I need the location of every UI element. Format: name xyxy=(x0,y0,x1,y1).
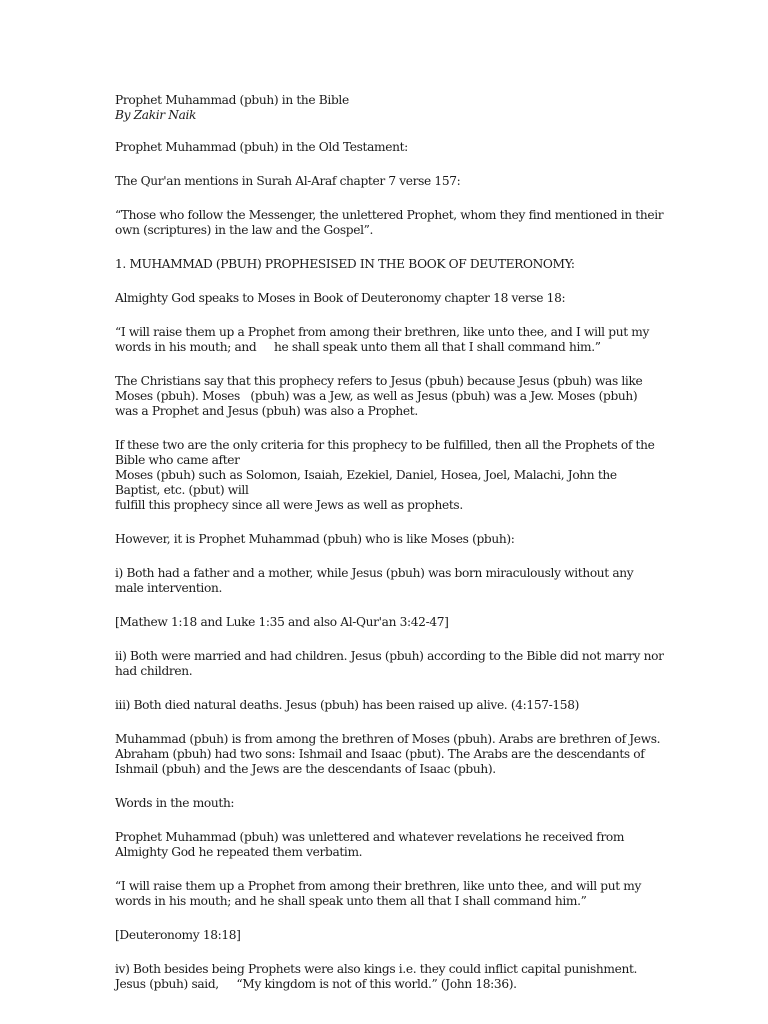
document-title: Prophet Muhammad (pbuh) in the Bible xyxy=(115,93,349,107)
paragraph-line: Ishmail (pbuh) and the Jews are the descendants of Isaac (pbuh). xyxy=(115,762,496,776)
paragraph-like-moses: However, it is Prophet Muhammad (pbuh) who is like Moses (pbuh): xyxy=(115,532,515,546)
reference-mathew-luke: [Mathew 1:18 and Luke 1:35 and also Al-Qur'an 3:42-47] xyxy=(115,615,449,629)
paragraph-line: Prophet Muhammad (pbuh) was unlettered and whatever revelations he received from xyxy=(115,830,625,844)
paragraph-line: male intervention. xyxy=(115,581,222,595)
point-4 xyxy=(115,962,660,992)
section-heading-old-testament: Prophet Muhammad (pbuh) in the Old Testament: xyxy=(115,140,408,154)
reference-deuteronomy: [Deuteronomy 18:18] xyxy=(115,928,241,942)
paragraph-line: Jesus (pbuh) said, “My kingdom is not of this world.” (John 18:36). xyxy=(115,977,517,991)
paragraph-line: Moses (pbuh) such as Solomon, Isaiah, Ezekiel, Daniel, Hosea, Joel, Malachi, John the xyxy=(115,468,617,482)
quote-line: “Those who follow the Messenger, the unlettered Prophet, whom they find mentioned in their xyxy=(115,208,664,222)
paragraph-line: Baptist, etc. (pbut) will xyxy=(115,483,249,497)
quote-deuteronomy-repeat xyxy=(115,879,660,909)
point-2 xyxy=(115,649,664,679)
paragraph-deuteronomy-intro: Almighty God speaks to Moses in Book of Deuteronomy chapter 18 verse 18: xyxy=(115,291,566,305)
document-body xyxy=(115,93,664,992)
paragraph-line: fulfill this prophecy since all were Jews as well as prophets. xyxy=(115,498,463,512)
paragraph-brethren xyxy=(115,732,660,777)
paragraph-line: If these two are the only criteria for this prophecy to be fulfilled, then all the Prophets of the xyxy=(115,438,655,452)
quote-line: “I will raise them up a Prophet from among their brethren, like unto thee, and I will put my xyxy=(115,325,650,339)
subheading-words-in-mouth: Words in the mouth: xyxy=(115,796,235,810)
paragraph-line: ii) Both were married and had children. Jesus (pbuh) according to the Bible did not marry nor xyxy=(115,649,664,663)
quote-quran xyxy=(115,208,664,238)
quote-line: words in his mouth; and he shall speak unto them all that I shall command him.” xyxy=(115,894,587,908)
quote-line: “I will raise them up a Prophet from among their brethren, like unto thee, and will put my xyxy=(115,879,642,893)
point-3: iii) Both died natural deaths. Jesus (pbuh) has been raised up alive. (4:157-158) xyxy=(115,698,580,712)
paragraph-line: had children. xyxy=(115,664,193,678)
paragraph-line: The Christians say that this prophecy refers to Jesus (pbuh) because Jesus (pbuh) was like xyxy=(115,374,643,388)
paragraph-line: Almighty God he repeated them verbatim. xyxy=(115,845,363,859)
paragraph-line: Abraham (pbuh) had two sons: Ishmail and Isaac (pbut). The Arabs are the descendants of xyxy=(115,747,645,761)
quote-line: words in his mouth; and he shall speak unto them all that I shall command him.” xyxy=(115,340,601,354)
point-1 xyxy=(115,566,660,596)
section-heading-deuteronomy: 1. MUHAMMAD (PBUH) PROPHESISED IN THE BOOK OF DEUTERONOMY: xyxy=(115,257,575,271)
paragraph-line: Moses (pbuh). Moses (pbuh) was a Jew, as well as Jesus (pbuh) was a Jew. Moses (pbuh) xyxy=(115,389,638,403)
quote-line: own (scriptures) in the law and the Gospel”. xyxy=(115,223,374,237)
paragraph-line: i) Both had a father and a mother, while Jesus (pbuh) was born miraculously without any xyxy=(115,566,634,580)
paragraph-unlettered xyxy=(115,830,660,860)
paragraph-line: Bible who came after xyxy=(115,453,240,467)
document-byline: By Zakir Naik xyxy=(115,108,197,122)
paragraph-line: was a Prophet and Jesus (pbuh) was also a Prophet. xyxy=(115,404,418,418)
paragraph-quran-reference: The Qur'an mentions in Surah Al-Araf chapter 7 verse 157: xyxy=(115,174,461,188)
paragraph-line: Muhammad (pbuh) is from among the brethren of Moses (pbuh). Arabs are brethren of Jews. xyxy=(115,732,661,746)
quote-deuteronomy xyxy=(115,325,660,355)
paragraph-line: iv) Both besides being Prophets were also kings i.e. they could inflict capital punishment. xyxy=(115,962,638,976)
paragraph-criteria xyxy=(115,438,660,513)
paragraph-christians-say xyxy=(115,374,660,419)
